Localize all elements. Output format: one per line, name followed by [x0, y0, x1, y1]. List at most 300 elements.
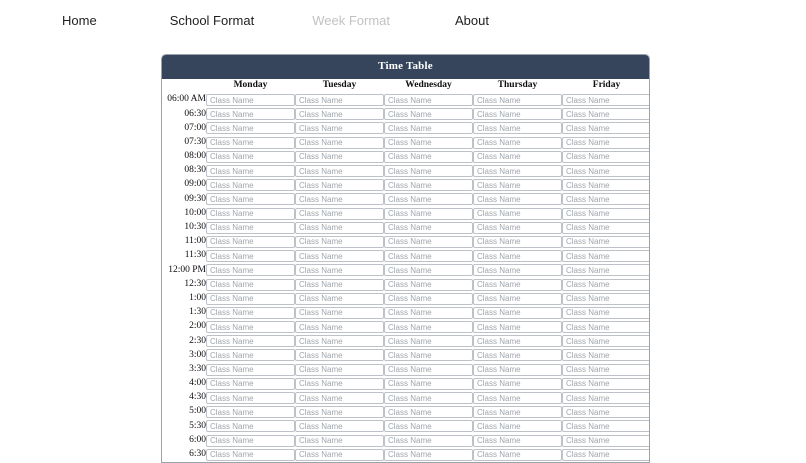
table-row — [162, 419, 650, 433]
class-name-input[interactable] — [295, 165, 384, 177]
class-name-input[interactable] — [206, 307, 295, 319]
class-name-input[interactable] — [473, 264, 562, 276]
class-slot-cell — [473, 249, 562, 263]
class-slot-cell — [473, 391, 562, 405]
class-slot-cell — [473, 107, 562, 121]
class-slot-cell — [295, 320, 384, 334]
class-name-input[interactable] — [384, 378, 473, 390]
class-slot-cell — [206, 306, 295, 320]
class-slot-cell — [295, 334, 384, 348]
class-name-input[interactable] — [562, 435, 650, 447]
class-slot-cell — [295, 348, 384, 362]
class-name-input[interactable] — [562, 179, 650, 191]
class-name-input[interactable] — [206, 179, 295, 191]
class-slot-cell — [295, 377, 384, 391]
day-header-friday: Friday — [592, 80, 621, 91]
class-name-input[interactable] — [562, 449, 650, 461]
class-name-input[interactable] — [384, 193, 473, 205]
class-name-input[interactable] — [384, 435, 473, 447]
class-name-input[interactable] — [384, 165, 473, 177]
class-name-input[interactable] — [206, 435, 295, 447]
nav-item-home[interactable]: Home — [62, 12, 97, 28]
table-row — [162, 249, 650, 263]
class-slot-cell — [295, 405, 384, 419]
time-label: 5:00 — [189, 406, 206, 417]
class-name-input[interactable] — [473, 165, 562, 177]
class-name-input[interactable] — [562, 279, 650, 291]
class-slot-cell — [562, 121, 650, 135]
class-slot-cell — [473, 192, 562, 206]
class-name-input[interactable] — [295, 236, 384, 248]
class-name-input[interactable] — [206, 349, 295, 361]
class-slot-cell — [295, 221, 384, 235]
time-label: 08:30 — [184, 165, 206, 176]
class-slot-cell — [384, 419, 473, 433]
class-slot-cell — [562, 221, 650, 235]
class-slot-cell — [473, 448, 562, 462]
class-name-input[interactable] — [295, 449, 384, 461]
class-name-input[interactable] — [295, 137, 384, 149]
class-slot-cell — [473, 320, 562, 334]
class-slot-cell — [295, 164, 384, 178]
class-name-input[interactable] — [384, 335, 473, 347]
class-name-input[interactable] — [562, 264, 650, 276]
class-slot-cell — [384, 448, 473, 462]
class-name-input[interactable] — [473, 449, 562, 461]
class-slot-cell — [206, 192, 295, 206]
class-slot-cell — [295, 306, 384, 320]
class-slot-cell — [295, 249, 384, 263]
class-slot-cell — [562, 377, 650, 391]
class-slot-cell — [562, 448, 650, 462]
class-slot-cell — [384, 306, 473, 320]
class-name-input[interactable] — [562, 165, 650, 177]
table-row — [162, 263, 650, 277]
class-name-input[interactable] — [473, 236, 562, 248]
class-slot-cell — [206, 434, 295, 448]
class-slot-cell — [206, 292, 295, 306]
class-name-input[interactable] — [295, 193, 384, 205]
class-slot-cell — [384, 334, 473, 348]
class-slot-cell — [384, 348, 473, 362]
class-name-input[interactable] — [384, 222, 473, 234]
class-slot-cell — [206, 121, 295, 135]
class-name-input[interactable] — [473, 179, 562, 191]
class-name-input[interactable] — [562, 193, 650, 205]
class-slot-cell — [206, 448, 295, 462]
class-name-input[interactable] — [384, 449, 473, 461]
table-row — [162, 448, 650, 462]
class-slot-cell — [473, 263, 562, 277]
class-name-input[interactable] — [206, 94, 295, 106]
class-name-input[interactable] — [384, 250, 473, 262]
class-name-input[interactable] — [295, 250, 384, 262]
class-name-input[interactable] — [384, 293, 473, 305]
class-name-input[interactable] — [562, 151, 650, 163]
class-slot-cell — [295, 434, 384, 448]
class-name-input[interactable] — [295, 364, 384, 376]
class-name-input[interactable] — [206, 420, 295, 432]
day-header-tuesday: Tuesday — [322, 80, 357, 91]
class-name-input[interactable] — [206, 222, 295, 234]
class-slot-cell — [206, 377, 295, 391]
class-slot-cell — [295, 121, 384, 135]
timetable-body — [162, 93, 650, 462]
class-slot-cell — [562, 391, 650, 405]
class-name-input[interactable] — [295, 420, 384, 432]
table-row — [162, 164, 650, 178]
class-slot-cell — [206, 178, 295, 192]
time-label: 3:30 — [189, 363, 206, 374]
class-slot-cell — [206, 405, 295, 419]
class-name-input[interactable] — [384, 94, 473, 106]
class-name-input[interactable] — [562, 364, 650, 376]
class-name-input[interactable] — [562, 321, 650, 333]
class-name-input[interactable] — [562, 250, 650, 262]
class-slot-cell — [473, 277, 562, 291]
class-name-input[interactable] — [473, 420, 562, 432]
class-name-input[interactable] — [473, 94, 562, 106]
time-label: 09:30 — [184, 193, 206, 204]
class-name-input[interactable] — [206, 236, 295, 248]
class-slot-cell — [562, 93, 650, 107]
class-slot-cell — [206, 334, 295, 348]
class-name-input[interactable] — [384, 406, 473, 418]
class-slot-cell — [562, 405, 650, 419]
class-name-input[interactable] — [562, 392, 650, 404]
class-name-input[interactable] — [295, 122, 384, 134]
class-slot-cell — [473, 235, 562, 249]
class-slot-cell — [562, 107, 650, 121]
class-slot-cell — [206, 235, 295, 249]
class-slot-cell — [206, 348, 295, 362]
class-name-input[interactable] — [206, 293, 295, 305]
class-name-input[interactable] — [295, 392, 384, 404]
class-slot-cell — [562, 192, 650, 206]
class-name-input[interactable] — [473, 307, 562, 319]
class-name-input[interactable] — [384, 264, 473, 276]
class-name-input[interactable] — [206, 378, 295, 390]
class-name-input[interactable] — [206, 406, 295, 418]
class-slot-cell — [473, 136, 562, 150]
class-slot-cell — [384, 235, 473, 249]
time-label: 10:30 — [184, 222, 206, 233]
class-name-input[interactable] — [473, 378, 562, 390]
class-slot-cell — [384, 277, 473, 291]
table-row — [162, 277, 650, 291]
day-header-wednesday: Wednesday — [405, 80, 452, 91]
class-name-input[interactable] — [206, 108, 295, 120]
class-slot-cell — [562, 235, 650, 249]
class-name-input[interactable] — [473, 293, 562, 305]
class-name-input[interactable] — [562, 137, 650, 149]
class-name-input[interactable] — [384, 321, 473, 333]
class-name-input[interactable] — [295, 151, 384, 163]
class-name-input[interactable] — [473, 406, 562, 418]
table-row — [162, 93, 650, 107]
class-name-input[interactable] — [384, 122, 473, 134]
class-name-input[interactable] — [562, 108, 650, 120]
nav-item-week-format[interactable]: Week Format — [312, 12, 391, 28]
class-slot-cell — [384, 263, 473, 277]
class-name-input[interactable] — [473, 364, 562, 376]
timetable-title: Time Table — [162, 55, 649, 79]
class-slot-cell — [473, 334, 562, 348]
class-name-input[interactable] — [295, 108, 384, 120]
class-name-input[interactable] — [295, 378, 384, 390]
table-row — [162, 306, 650, 320]
class-name-input[interactable] — [295, 406, 384, 418]
class-slot-cell — [206, 391, 295, 405]
class-name-input[interactable] — [473, 349, 562, 361]
class-slot-cell — [384, 136, 473, 150]
class-slot-cell — [295, 192, 384, 206]
class-slot-cell — [562, 348, 650, 362]
class-slot-cell — [473, 377, 562, 391]
class-name-input[interactable] — [473, 279, 562, 291]
class-name-input[interactable] — [206, 335, 295, 347]
class-name-input[interactable] — [295, 208, 384, 220]
class-name-input[interactable] — [295, 307, 384, 319]
class-name-input[interactable] — [562, 335, 650, 347]
class-name-input[interactable] — [473, 151, 562, 163]
class-slot-cell — [562, 263, 650, 277]
class-slot-cell — [206, 164, 295, 178]
class-slot-cell — [473, 348, 562, 362]
class-name-input[interactable] — [206, 193, 295, 205]
timetable-table — [162, 79, 650, 462]
class-name-input[interactable] — [562, 378, 650, 390]
table-row — [162, 348, 650, 362]
class-name-input[interactable] — [562, 222, 650, 234]
main-navigation — [0, 0, 806, 40]
class-name-input[interactable] — [562, 236, 650, 248]
class-slot-cell — [562, 249, 650, 263]
class-name-input[interactable] — [206, 151, 295, 163]
class-slot-cell — [206, 207, 295, 221]
class-slot-cell — [206, 419, 295, 433]
class-slot-cell — [295, 277, 384, 291]
class-name-input[interactable] — [206, 122, 295, 134]
class-slot-cell — [473, 221, 562, 235]
table-row — [162, 107, 650, 121]
class-name-input[interactable] — [384, 108, 473, 120]
time-label: 11:30 — [184, 250, 206, 261]
class-slot-cell — [206, 136, 295, 150]
table-row — [162, 292, 650, 306]
class-name-input[interactable] — [384, 236, 473, 248]
class-slot-cell — [473, 207, 562, 221]
class-name-input[interactable] — [295, 349, 384, 361]
class-slot-cell — [473, 434, 562, 448]
class-name-input[interactable] — [473, 335, 562, 347]
table-row — [162, 235, 650, 249]
time-label: 07:00 — [184, 122, 206, 133]
class-slot-cell — [384, 192, 473, 206]
class-slot-cell — [562, 178, 650, 192]
class-slot-cell — [384, 391, 473, 405]
class-name-input[interactable] — [562, 349, 650, 361]
table-row — [162, 434, 650, 448]
class-name-input[interactable] — [473, 250, 562, 262]
class-slot-cell — [384, 405, 473, 419]
class-name-input[interactable] — [473, 435, 562, 447]
class-slot-cell — [295, 235, 384, 249]
table-row — [162, 363, 650, 377]
class-name-input[interactable] — [206, 279, 295, 291]
class-slot-cell — [562, 306, 650, 320]
class-slot-cell — [384, 207, 473, 221]
class-slot-cell — [473, 306, 562, 320]
class-slot-cell — [206, 263, 295, 277]
class-name-input[interactable] — [562, 307, 650, 319]
class-name-input[interactable] — [384, 137, 473, 149]
class-slot-cell — [384, 178, 473, 192]
class-name-input[interactable] — [473, 137, 562, 149]
class-slot-cell — [473, 292, 562, 306]
class-slot-cell — [295, 93, 384, 107]
class-name-input[interactable] — [562, 406, 650, 418]
time-label: 6:00 — [189, 434, 206, 445]
class-name-input[interactable] — [562, 208, 650, 220]
time-column-header — [162, 79, 206, 93]
class-slot-cell — [295, 292, 384, 306]
class-slot-cell — [206, 150, 295, 164]
class-name-input[interactable] — [206, 165, 295, 177]
time-label: 11:00 — [184, 236, 206, 247]
class-name-input[interactable] — [384, 349, 473, 361]
class-name-input[interactable] — [295, 222, 384, 234]
table-row — [162, 150, 650, 164]
timetable-header-row — [162, 79, 650, 93]
class-slot-cell — [384, 363, 473, 377]
class-name-input[interactable] — [295, 293, 384, 305]
table-row — [162, 405, 650, 419]
class-slot-cell — [562, 334, 650, 348]
class-name-input[interactable] — [206, 392, 295, 404]
class-slot-cell — [562, 292, 650, 306]
class-slot-cell — [295, 391, 384, 405]
class-slot-cell — [206, 363, 295, 377]
class-slot-cell — [384, 292, 473, 306]
class-slot-cell — [562, 363, 650, 377]
table-row — [162, 192, 650, 206]
class-name-input[interactable] — [295, 279, 384, 291]
class-slot-cell — [295, 178, 384, 192]
class-name-input[interactable] — [295, 435, 384, 447]
class-slot-cell — [295, 107, 384, 121]
time-label: 2:30 — [189, 335, 206, 346]
table-row — [162, 121, 650, 135]
class-slot-cell — [206, 93, 295, 107]
class-name-input[interactable] — [384, 392, 473, 404]
table-row — [162, 178, 650, 192]
class-name-input[interactable] — [206, 364, 295, 376]
class-name-input[interactable] — [562, 94, 650, 106]
class-slot-cell — [562, 136, 650, 150]
time-label: 06:00 AM — [167, 94, 206, 105]
class-name-input[interactable] — [206, 449, 295, 461]
class-slot-cell — [384, 107, 473, 121]
class-name-input[interactable] — [384, 179, 473, 191]
time-label: 1:00 — [189, 292, 206, 303]
day-header-thursday: Thursday — [497, 80, 538, 91]
class-slot-cell — [295, 363, 384, 377]
class-name-input[interactable] — [206, 321, 295, 333]
time-label: 08:00 — [184, 151, 206, 162]
time-label: 4:00 — [189, 378, 206, 389]
class-slot-cell — [206, 249, 295, 263]
table-row — [162, 334, 650, 348]
class-name-input[interactable] — [206, 137, 295, 149]
time-label: 5:30 — [189, 420, 206, 431]
timetable-card — [161, 54, 650, 463]
class-name-input[interactable] — [384, 364, 473, 376]
time-label: 1:30 — [189, 307, 206, 318]
class-slot-cell — [384, 221, 473, 235]
class-slot-cell — [473, 150, 562, 164]
class-slot-cell — [562, 207, 650, 221]
class-slot-cell — [384, 93, 473, 107]
class-slot-cell — [562, 419, 650, 433]
class-slot-cell — [384, 121, 473, 135]
class-slot-cell — [206, 107, 295, 121]
class-slot-cell — [473, 93, 562, 107]
class-name-input[interactable] — [206, 250, 295, 262]
time-label: 4:30 — [189, 392, 206, 403]
class-slot-cell — [295, 136, 384, 150]
class-name-input[interactable] — [473, 208, 562, 220]
class-slot-cell — [206, 221, 295, 235]
time-label: 3:00 — [189, 349, 206, 360]
class-slot-cell — [562, 150, 650, 164]
class-name-input[interactable] — [562, 122, 650, 134]
class-name-input[interactable] — [384, 307, 473, 319]
class-slot-cell — [384, 249, 473, 263]
nav-item-school-format[interactable]: School Format — [169, 12, 255, 28]
class-slot-cell — [562, 434, 650, 448]
table-row — [162, 136, 650, 150]
class-name-input[interactable] — [295, 321, 384, 333]
nav-item-about[interactable]: About — [455, 12, 489, 28]
class-name-input[interactable] — [473, 193, 562, 205]
class-name-input[interactable] — [473, 222, 562, 234]
class-slot-cell — [562, 320, 650, 334]
class-name-input[interactable] — [295, 264, 384, 276]
class-name-input[interactable] — [473, 392, 562, 404]
class-name-input[interactable] — [562, 293, 650, 305]
class-name-input[interactable] — [295, 179, 384, 191]
class-name-input[interactable] — [473, 321, 562, 333]
time-label: 12:00 PM — [168, 264, 206, 275]
class-name-input[interactable] — [206, 208, 295, 220]
time-label: 12:30 — [184, 278, 206, 289]
class-slot-cell — [473, 419, 562, 433]
class-name-input[interactable] — [206, 264, 295, 276]
class-name-input[interactable] — [295, 94, 384, 106]
class-name-input[interactable] — [384, 279, 473, 291]
class-name-input[interactable] — [384, 151, 473, 163]
time-label: 09:00 — [184, 179, 206, 190]
class-name-input[interactable] — [384, 420, 473, 432]
class-name-input[interactable] — [562, 420, 650, 432]
class-name-input[interactable] — [295, 335, 384, 347]
class-name-input[interactable] — [473, 108, 562, 120]
table-row — [162, 377, 650, 391]
time-label: 07:30 — [184, 136, 206, 147]
class-name-input[interactable] — [384, 208, 473, 220]
class-name-input[interactable] — [473, 122, 562, 134]
